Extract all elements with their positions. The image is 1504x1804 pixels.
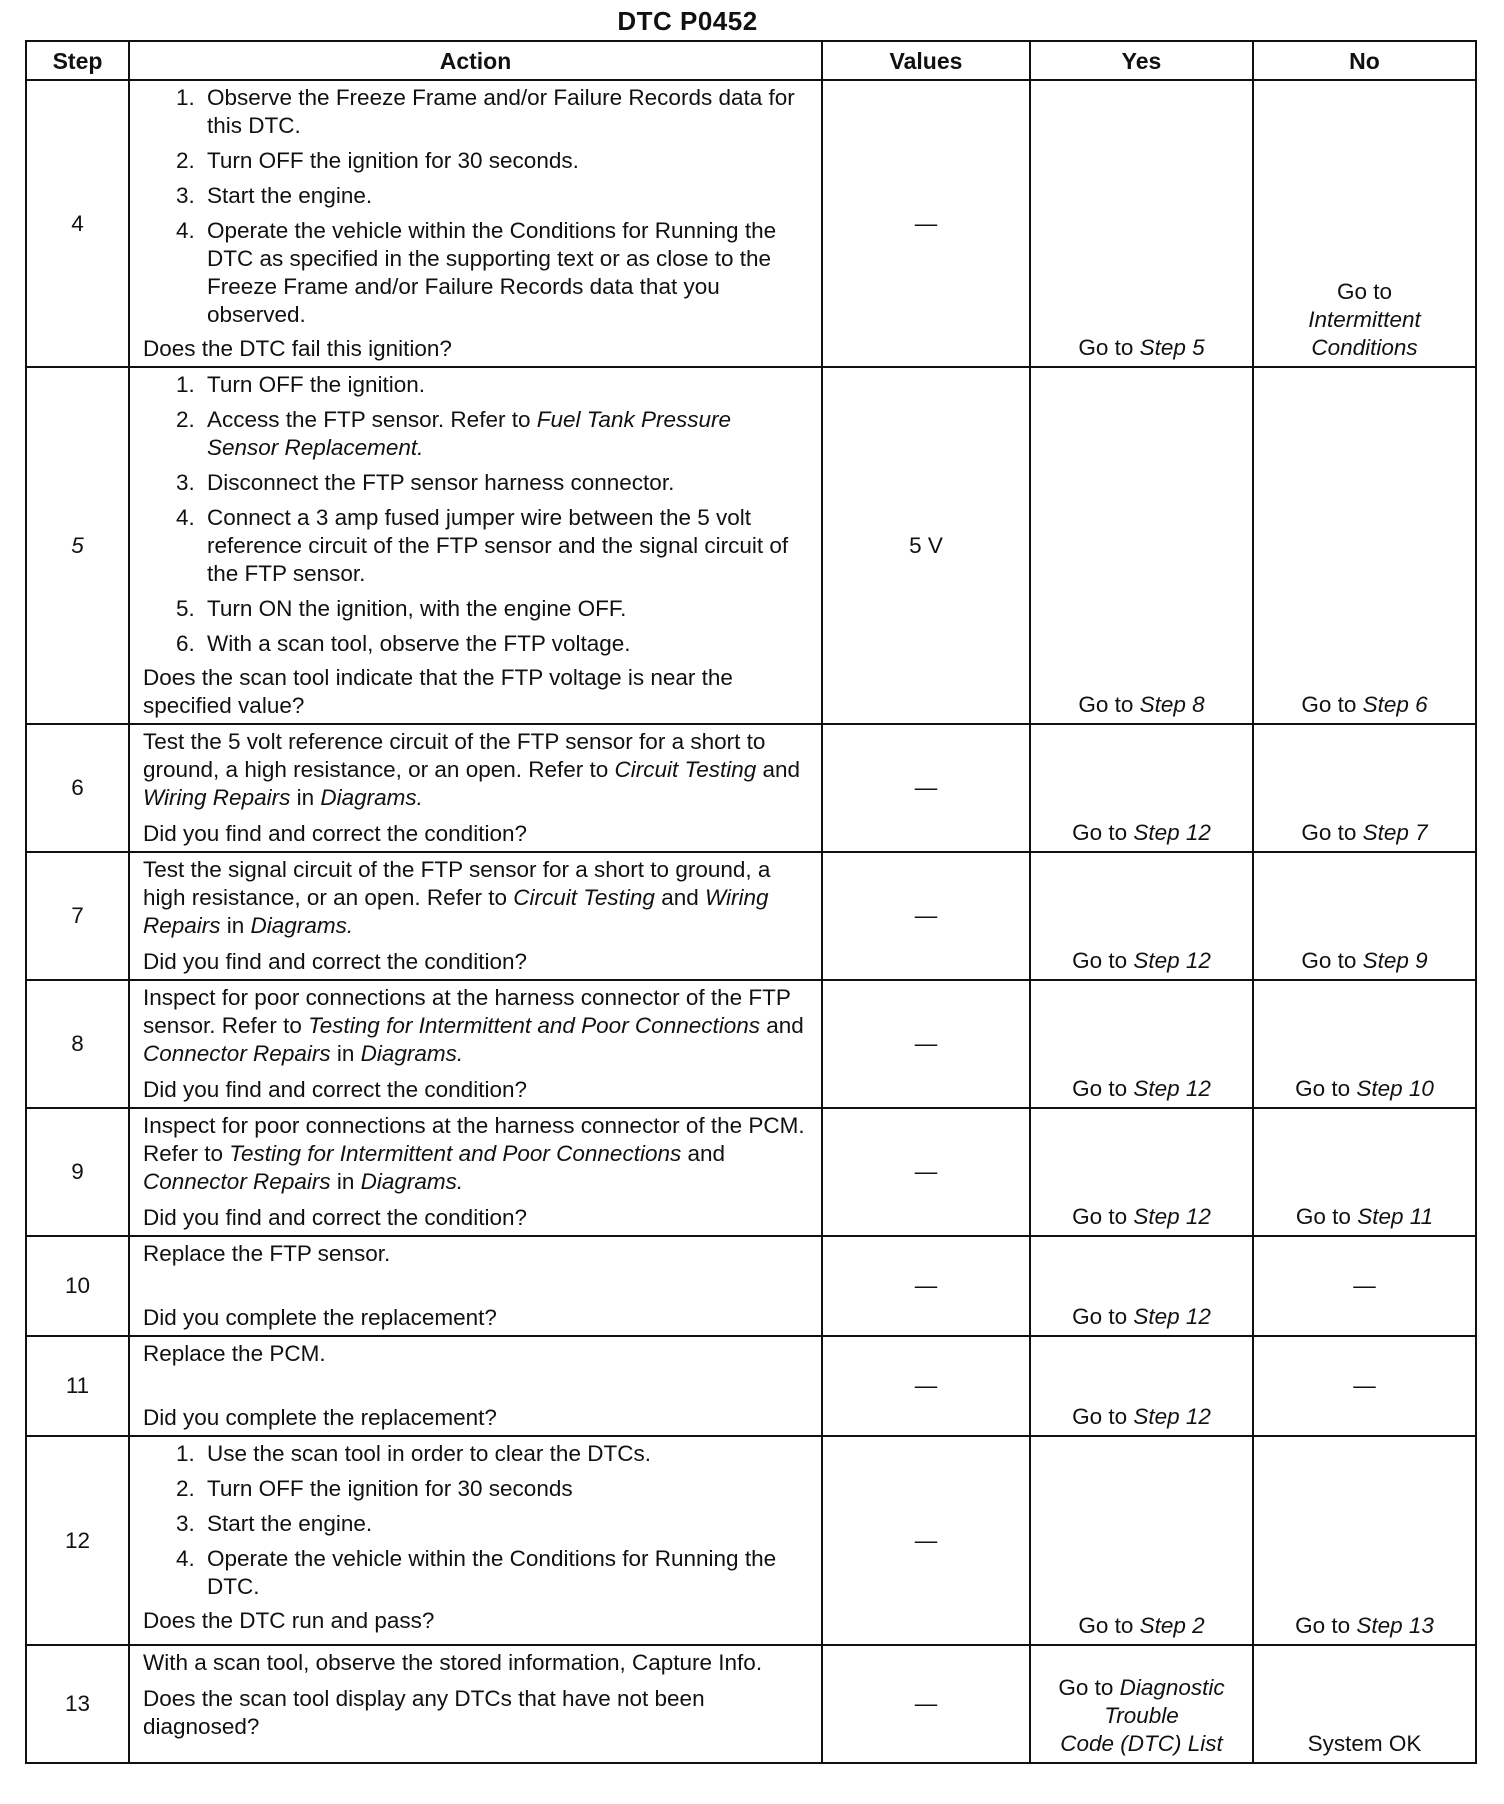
no-prefix: Go to <box>1301 692 1363 717</box>
list-item: 4. Operate the vehicle within the Conditions for Running the DTC. <box>201 1545 805 1601</box>
action-cell <box>129 1336 822 1436</box>
step-number: 6 <box>26 724 129 852</box>
instruction-list <box>143 84 805 329</box>
no-step-link[interactable]: Step 9 <box>1362 948 1428 973</box>
step-number-text: 5 <box>71 532 84 558</box>
question: Did you complete the replacement? <box>143 1405 497 1430</box>
action-cell <box>129 367 822 724</box>
list-item: 6. With a scan tool, observe the FTP voltage. <box>201 630 805 658</box>
table-row <box>26 980 1476 1108</box>
action-text-part: and <box>756 757 801 782</box>
step-number: 8 <box>26 980 129 1108</box>
step-number: 4 <box>26 80 129 367</box>
values-cell: — <box>822 1436 1030 1645</box>
yes-cell <box>1030 724 1253 852</box>
yes-prefix: Go to <box>1078 1613 1140 1638</box>
yes-prefix: Go to <box>1078 335 1140 360</box>
question: Did you find and correct the condition? <box>143 1077 527 1102</box>
table-row <box>26 1236 1476 1336</box>
reference-link[interactable]: Diagrams. <box>320 785 423 810</box>
values-cell: — <box>822 980 1030 1108</box>
table-row <box>26 1645 1476 1763</box>
no-link-intermittent[interactable] <box>1254 306 1475 334</box>
reference-link[interactable]: Diagrams. <box>360 1169 464 1194</box>
reference-link[interactable]: Circuit Testing <box>614 757 757 782</box>
action-text-part: in <box>290 785 321 810</box>
yes-step-link[interactable]: Step 12 <box>1133 1076 1211 1101</box>
action-cell <box>129 1108 822 1236</box>
no-prefix: Go to <box>1301 948 1363 973</box>
yes-prefix: Go to <box>1072 1304 1134 1329</box>
reference-link[interactable]: Wiring Repairs <box>143 885 769 938</box>
question: Does the scan tool display any DTCs that have not been diagnosed? <box>143 1686 705 1739</box>
reference-link[interactable]: Diagrams. <box>360 1041 464 1066</box>
action-cell <box>129 724 822 852</box>
action-text <box>143 984 805 1068</box>
no-cell: System OK <box>1253 1645 1476 1763</box>
list-item: 3. Start the engine. <box>201 1510 805 1538</box>
no-step-link[interactable]: Step 11 <box>1357 1204 1434 1229</box>
yes-step-link[interactable]: Step 12 <box>1133 948 1211 973</box>
table-row <box>26 80 1476 367</box>
no-prefix: Go to <box>1295 1613 1357 1638</box>
no-cell <box>1253 367 1476 724</box>
no-link-text: Conditions <box>1311 335 1418 360</box>
reference-link[interactable]: Fuel Tank Pressure Sensor Replacement. <box>207 407 731 460</box>
list-item: 1. Observe the Freeze Frame and/or Failure Records data for this DTC. <box>201 84 805 140</box>
yes-prefix: Go to <box>1072 1076 1134 1101</box>
reference-link[interactable]: Testing for Intermittent and Poor Connections <box>308 1013 761 1038</box>
no-step-link[interactable]: Step 7 <box>1362 820 1428 845</box>
step-number: 13 <box>26 1645 129 1763</box>
question: Did you complete the replacement? <box>143 1305 497 1330</box>
dtc-list-link[interactable]: Diagnostic <box>1119 1675 1225 1700</box>
header-action: Action <box>129 41 822 80</box>
yes-step-link[interactable]: Step 2 <box>1139 1613 1205 1638</box>
table-row <box>26 1108 1476 1236</box>
no-cell <box>1253 980 1476 1108</box>
header-row <box>26 41 1476 80</box>
yes-cell <box>1030 367 1253 724</box>
yes-cell <box>1030 1336 1253 1436</box>
values-cell: — <box>822 852 1030 980</box>
list-item: 1. Use the scan tool in order to clear the DTCs. <box>201 1440 805 1468</box>
action-text-part: Inspect for poor connections at the harness connector of the PCM. Refer to <box>143 1113 805 1166</box>
yes-cell <box>1030 80 1253 367</box>
no-cell <box>1253 1108 1476 1236</box>
no-line: Go to <box>1336 279 1393 304</box>
yes-step-link[interactable]: Step 12 <box>1133 1304 1211 1329</box>
action-text-part: Test the signal circuit of the FTP sensor for a short to ground, a high resistance, or an open. Refer to <box>143 857 771 910</box>
action-text <box>143 728 805 812</box>
question: Does the DTC run and pass? <box>143 1608 435 1633</box>
step-number: 12 <box>26 1436 129 1645</box>
step-number: 11 <box>26 1336 129 1436</box>
yes-cell <box>1030 1645 1253 1763</box>
yes-cell <box>1030 1108 1253 1236</box>
reference-link[interactable]: Wiring Repairs <box>143 785 291 810</box>
list-item: 2. Turn OFF the ignition for 30 seconds <box>201 1475 805 1503</box>
instruction-list <box>143 371 805 658</box>
yes-cell <box>1030 1236 1253 1336</box>
yes-cell <box>1030 980 1253 1108</box>
action-cell <box>129 980 822 1108</box>
no-cell <box>1253 80 1476 367</box>
no-prefix: Go to <box>1295 1204 1358 1229</box>
action-cell <box>129 80 822 367</box>
list-item: 5. Turn ON the ignition, with the engine OFF. <box>201 595 805 623</box>
action-text: Replace the FTP sensor. <box>143 1241 391 1266</box>
reference-link[interactable]: Diagrams. <box>250 913 354 938</box>
no-cell: — <box>1253 1336 1476 1436</box>
action-text-part: in <box>330 1169 361 1194</box>
no-step-link[interactable]: Step 13 <box>1356 1613 1434 1638</box>
reference-link[interactable]: Testing for Intermittent and Poor Connections <box>229 1141 682 1166</box>
no-step-link[interactable]: Step 10 <box>1356 1076 1434 1101</box>
document-title: DTC P0452 <box>617 6 758 36</box>
list-item: 3. Start the engine. <box>201 182 805 210</box>
yes-step-link[interactable]: Step 8 <box>1139 692 1205 717</box>
table-row <box>26 852 1476 980</box>
table-row <box>26 367 1476 724</box>
action-text-part: Inspect for poor connections at the harness connector of the FTP sensor. Refer to <box>143 985 791 1038</box>
yes-prefix: Go to <box>1072 948 1134 973</box>
values-cell: — <box>822 1236 1030 1336</box>
dtc-list-link[interactable]: Trouble <box>1104 1703 1179 1728</box>
step-number: 10 <box>26 1236 129 1336</box>
action-text: With a scan tool, observe the stored information, Capture Info. <box>143 1650 763 1675</box>
table-row <box>26 1436 1476 1645</box>
yes-step-link[interactable]: Step 12 <box>1133 1404 1211 1429</box>
values-cell: — <box>822 80 1030 367</box>
yes-step-link[interactable]: Step 12 <box>1133 1204 1211 1229</box>
no-step-link[interactable]: Step 6 <box>1362 692 1428 717</box>
action-text: Replace the PCM. <box>143 1341 326 1366</box>
header-step: Step <box>26 41 129 80</box>
list-text: Access the FTP sensor. Refer to <box>207 407 537 432</box>
list-item: 2. Turn OFF the ignition for 30 seconds. <box>201 147 805 175</box>
action-cell <box>129 852 822 980</box>
action-text-part: Test the 5 volt reference circuit of the FTP sensor for a short to ground, a high resistance, or an open. Refer to <box>143 729 766 782</box>
yes-prefix: Go to <box>1072 820 1134 845</box>
action-text-part: in <box>220 913 251 938</box>
list-item: 4. Connect a 3 amp fused jumper wire between the 5 volt reference circuit of the FTP sensor and the signal circuit of the FTP sensor. <box>201 504 805 588</box>
table-row <box>26 1336 1476 1436</box>
question: Did you find and correct the condition? <box>143 949 527 974</box>
instruction-list <box>143 1440 805 1601</box>
yes-line <box>1031 1674 1252 1702</box>
no-prefix: Go to <box>1301 820 1363 845</box>
list-item: 1. Turn OFF the ignition. <box>201 371 805 399</box>
no-cell: — <box>1253 1236 1476 1336</box>
values-cell: — <box>822 1108 1030 1236</box>
header-no: No <box>1253 41 1476 80</box>
values-cell: 5 V <box>822 367 1030 724</box>
header-yes: Yes <box>1030 41 1253 80</box>
action-text-part: in <box>330 1041 361 1066</box>
no-cell <box>1253 852 1476 980</box>
yes-cell <box>1030 852 1253 980</box>
action-cell <box>129 1436 822 1645</box>
yes-step-link[interactable]: Step 5 <box>1139 335 1205 360</box>
action-text-part: and <box>760 1013 804 1038</box>
yes-step-link[interactable]: Step 12 <box>1133 820 1211 845</box>
dtc-list-link[interactable]: Code (DTC) List <box>1060 1731 1223 1756</box>
no-cell <box>1253 724 1476 852</box>
reference-link[interactable]: Circuit Testing <box>513 885 655 910</box>
yes-cell <box>1030 1436 1253 1645</box>
table-row <box>26 724 1476 852</box>
no-cell <box>1253 1436 1476 1645</box>
step-number: 9 <box>26 1108 129 1236</box>
list-item <box>201 406 805 462</box>
action-cell <box>129 1645 822 1763</box>
reference-link[interactable]: Connector Repairs <box>143 1041 331 1066</box>
diagnostic-table <box>25 40 1477 1764</box>
action-cell <box>129 1236 822 1336</box>
yes-prefix: Go to <box>1072 1204 1134 1229</box>
question: Does the DTC fail this ignition? <box>143 336 452 361</box>
list-item: 4. Operate the vehicle within the Conditions for Running the DTC as specified in the supporting text or as close to the Freeze Frame and/or Failure Records data that you observed. <box>201 217 805 329</box>
step-number: 7 <box>26 852 129 980</box>
reference-link[interactable]: Connector Repairs <box>143 1169 331 1194</box>
action-text-part: and <box>654 885 705 910</box>
no-link-text: Intermittent <box>1308 307 1421 332</box>
no-prefix: Go to <box>1295 1076 1357 1101</box>
header-values: Values <box>822 41 1030 80</box>
step-number <box>26 367 129 724</box>
question: Did you find and correct the condition? <box>143 1205 527 1230</box>
action-text <box>143 856 805 940</box>
list-item: 3. Disconnect the FTP sensor harness connector. <box>201 469 805 497</box>
yes-prefix: Go to <box>1072 1404 1134 1429</box>
yes-prefix: Go to <box>1058 1675 1120 1700</box>
question: Did you find and correct the condition? <box>143 821 527 846</box>
question: Does the scan tool indicate that the FTP voltage is near the specified value? <box>143 665 733 718</box>
yes-prefix: Go to <box>1078 692 1140 717</box>
values-cell: — <box>822 724 1030 852</box>
values-cell: — <box>822 1336 1030 1436</box>
values-cell: — <box>822 1645 1030 1763</box>
action-text-part: and <box>681 1141 726 1166</box>
action-text <box>143 1112 805 1196</box>
